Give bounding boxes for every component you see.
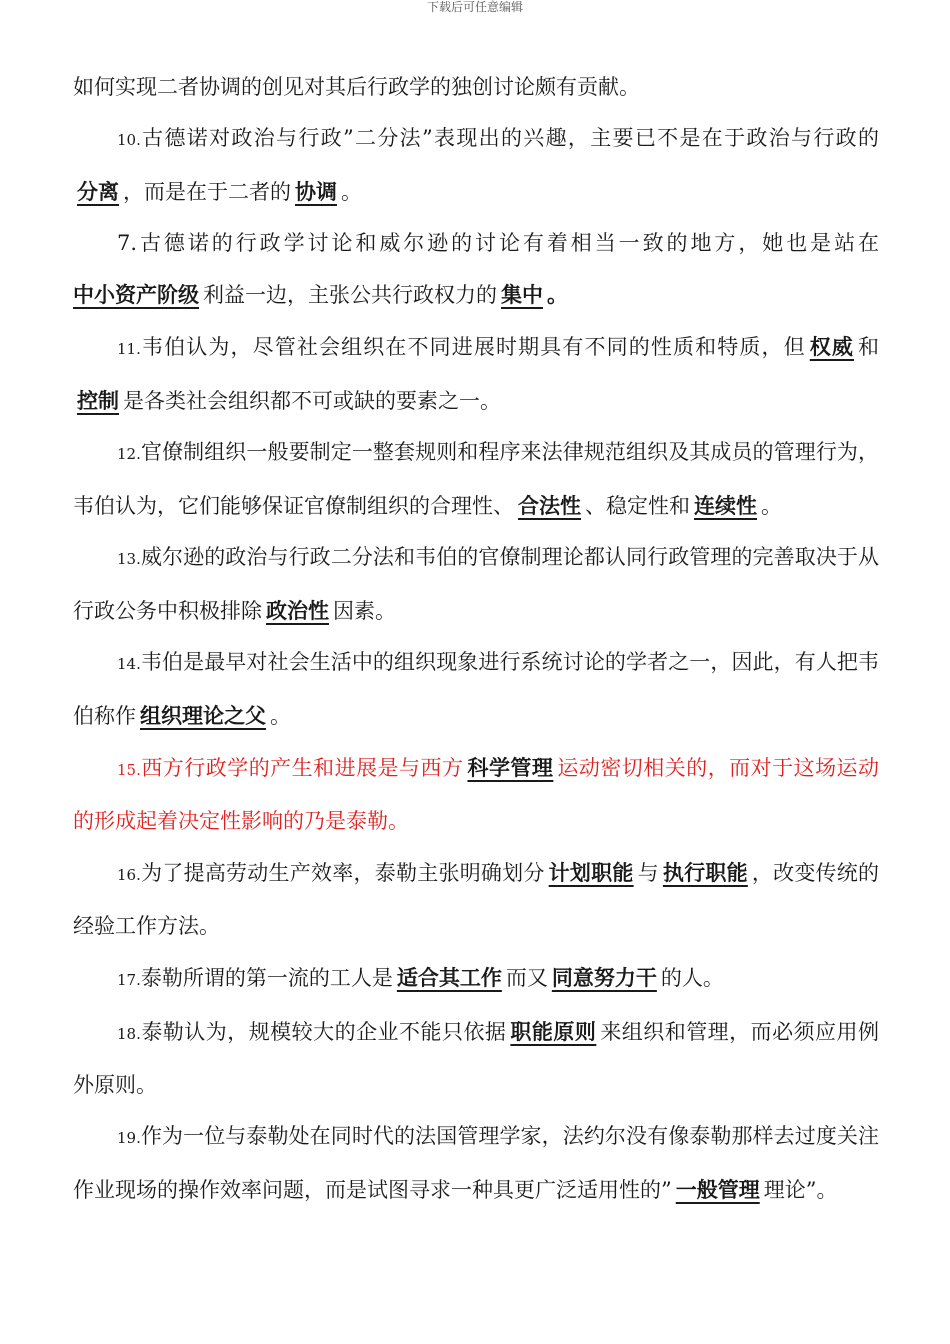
- question-number: 12.: [117, 445, 141, 463]
- question-number: 10.: [117, 131, 141, 149]
- question-11: [73, 321, 879, 427]
- question-text: 为了提高劳动生产效率，泰勒主张明确划分: [140, 861, 545, 885]
- answer-blank: 协调: [295, 179, 337, 204]
- question-7: [73, 218, 879, 321]
- question-text: 利益一边，主张公共行政权力的: [203, 283, 497, 307]
- question-number: 16.: [117, 866, 141, 884]
- question-text: ，改变传统的经验工作方法。: [73, 861, 880, 938]
- paragraph-text: 如何实现二者协调的创见对其后行政学的独创讨论颇有贡献。: [73, 75, 640, 99]
- question-text: 古德诺对政治与行政”二分法”表现出的兴趣，主要已不是在于政治与行政的: [140, 126, 879, 150]
- question-text: 的人。: [660, 966, 724, 990]
- question-text: 。: [270, 704, 291, 728]
- question-number: 14.: [117, 655, 141, 673]
- question-text: 因素。: [333, 599, 396, 623]
- answer-blank: 组织理论之父: [140, 703, 266, 728]
- paragraph-continuation: [73, 62, 879, 113]
- question-text: 韦伯认为，尽管社会组织在不同进展时期具有不同的性质和特质，但: [140, 335, 806, 359]
- question-text: 韦伯是最早对社会生活中的组织现象进行系统讨论的学者之一，因此，有人把韦伯称作: [73, 650, 879, 728]
- question-text: 泰勒所谓的第一流的工人是: [140, 966, 393, 990]
- question-number: 7.: [117, 231, 138, 255]
- question-text: 是各类社会组织都不可或缺的要素之一。: [123, 389, 501, 413]
- answer-blank: 同意努力干: [551, 965, 657, 990]
- question-text: 与: [637, 861, 659, 885]
- question-text: 。: [547, 282, 568, 307]
- question-text: 官僚制组织一般要制定一整套规则和程序来法律规范组织及其成员的管理行为，韦伯认为，它们能够保证官僚制组织的合理性、: [73, 440, 879, 518]
- answer-blank: 适合其工作: [396, 965, 502, 990]
- answer-blank: 执行职能: [662, 860, 748, 885]
- question-text: 。: [761, 494, 782, 518]
- question-text: ，而是在于二者的: [123, 180, 291, 204]
- question-number: 18.: [117, 1025, 141, 1043]
- question-text: 古德诺的行政学讨论和威尔逊的讨论有着相当一致的地方，她也是站在: [137, 231, 879, 255]
- question-text: 、稳定性和: [585, 494, 690, 518]
- answer-blank: 一般管理: [675, 1177, 760, 1202]
- question-text: 运动密切相关的，而对于这场运动的形成起着决定性影响的乃是泰勒。: [73, 756, 880, 833]
- question-13: [73, 532, 879, 637]
- document-body: [73, 62, 879, 1216]
- answer-blank: 控制: [77, 388, 119, 413]
- question-10: [73, 113, 879, 218]
- question-text: 而又: [505, 966, 548, 990]
- answer-blank: 中小资产阶级: [73, 282, 199, 307]
- question-18: [73, 1006, 879, 1111]
- answer-blank: 计划职能: [548, 860, 634, 885]
- answer-blank: 集中: [501, 282, 543, 307]
- question-number: 13.: [117, 550, 141, 568]
- question-16: [73, 847, 879, 952]
- question-text: 作为一位与泰勒处在同时代的法国管理学家，法约尔没有像泰勒那样去过度关注作业现场的操作效率问题，而是试图寻求一种具更广泛适用性的”: [73, 1124, 879, 1202]
- question-text: 。: [341, 180, 362, 204]
- question-19: [73, 1111, 879, 1216]
- question-12: [73, 427, 879, 532]
- answer-blank: 权威: [809, 334, 855, 359]
- question-text: 来组织和管理，而必须应用例外原则。: [73, 1020, 880, 1097]
- question-17: [73, 952, 879, 1006]
- question-number: 19.: [117, 1129, 141, 1147]
- page-header: 下载后可任意编辑: [426, 0, 523, 14]
- answer-blank: 连续性: [694, 493, 757, 518]
- question-number: 17.: [117, 971, 141, 989]
- question-number: 15.: [117, 761, 141, 779]
- answer-blank: 分离: [77, 179, 119, 204]
- answer-blank: 职能原则: [510, 1019, 597, 1044]
- answer-blank: 政治性: [266, 598, 329, 623]
- question-15-highlighted: [73, 742, 879, 847]
- question-text: 威尔逊的政治与行政二分法和韦伯的官僚制理论都认同行政管理的完善取决于从行政公务中积极排除: [73, 545, 879, 623]
- answer-blank: 合法性: [518, 493, 581, 518]
- question-text: 泰勒认为，规模较大的企业不能只依据: [140, 1020, 507, 1044]
- question-text: 和: [858, 335, 880, 359]
- answer-blank: 科学管理: [467, 755, 554, 780]
- question-text: 西方行政学的产生和进展是与西方: [140, 756, 464, 780]
- question-text: 理论”。: [763, 1178, 838, 1202]
- question-number: 11.: [117, 340, 141, 358]
- question-14: [73, 637, 879, 742]
